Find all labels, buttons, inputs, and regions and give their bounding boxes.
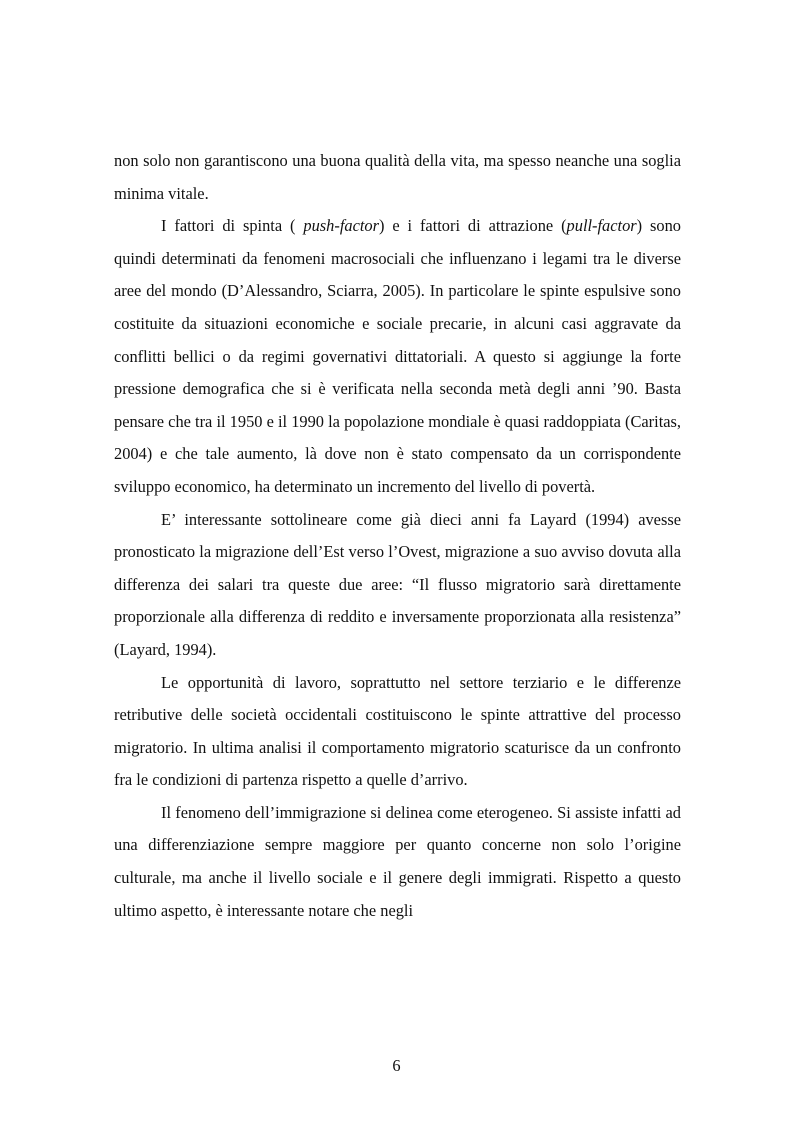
italic-term: push-factor [303, 216, 379, 236]
text-span: ) sono quindi determinati da fenomeni macrosociali che influenzano i legami tra le diverse aree del mondo (D’Alessandro, Sciarra, 2005). In particolare le spinte espulsive sono costituite da situazioni economiche e sociale precarie, in alcuni casi aggravate da conflitti bellici o da regimi governativi dittatoriali. A questo si aggiunge la forte pressione demografica che si è verificata nella seconda metà degli anni ’90. Basta pensare che tra il 1950 e il 1990 la popolazione mondiale è quasi raddoppiata (Caritas, 2004) e che tale aumento, là dove non è stato compensato da un corrispondente sviluppo economico, ha determinato un incremento del livello di povertà. [114, 216, 681, 496]
paragraph [114, 145, 681, 210]
text-span: ) e i fattori di attrazione ( [378, 216, 567, 236]
text-span: E’ interessante sottolineare come già dieci anni fa Layard (1994) avesse pronosticato la migrazione dell’Est verso l’Ovest, migrazione a suo avviso dovuta alla differenza dei salari tra queste due aree: “Il flusso migratorio sarà direttamente proporzionale alla differenza di reddito e inversamente proporzionata alla resistenza” (Layard, 1994). [114, 509, 681, 659]
text-span: non solo non garantiscono una buona qualità della vita, ma spesso neanche una soglia minima vitale. [114, 151, 681, 203]
text-span: I fattori di spinta ( [161, 216, 304, 236]
page-body [114, 145, 681, 927]
paragraph [114, 504, 681, 667]
paragraph [114, 210, 681, 503]
paragraph [114, 667, 681, 797]
italic-term: pull-factor [566, 216, 637, 236]
text-span: Le opportunità di lavoro, soprattutto nel settore terziario e le differenze retributive delle società occidentali costituiscono le spinte attrattive del processo migratorio. In ultima analisi il comportamento migratorio scaturisce da un confronto fra le condizioni di partenza rispetto a quelle d’arrivo. [114, 672, 681, 790]
text-span: Il fenomeno dell’immigrazione si delinea come eterogeneo. Si assiste infatti ad una differenziazione sempre maggiore per quanto concerne non solo l’origine culturale, ma anche il livello sociale e il genere degli immigrati. Rispetto a questo ultimo aspetto, è interessante notare che negli [114, 802, 681, 920]
paragraph [114, 797, 681, 927]
page-number: 6 [392, 1056, 401, 1075]
